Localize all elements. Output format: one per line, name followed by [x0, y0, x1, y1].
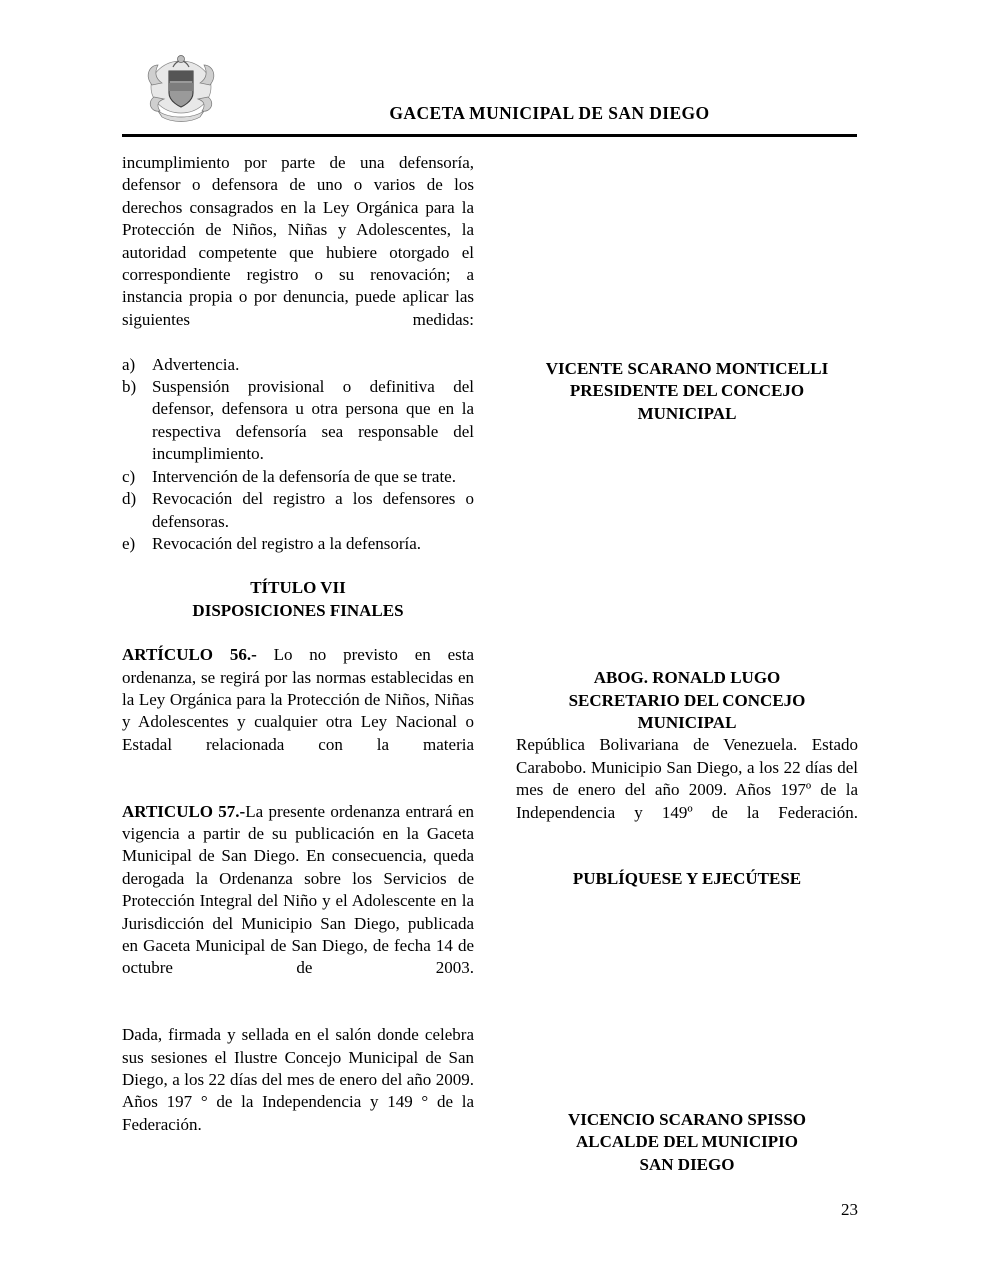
secretary-title-line2: MUNICIPAL — [637, 713, 737, 733]
list-marker: e) — [122, 533, 136, 553]
list-marker: a) — [122, 354, 136, 374]
list-item — [122, 466, 474, 488]
president-title-line2: MUNICIPAL — [637, 403, 737, 423]
list-marker: b) — [122, 377, 137, 397]
articulo-57-text: La presente ordenanza entrará en vigencia a partir de su publicación en la Gaceta Municipal de San Diego. En consecuencia, queda derogada la Ordenanza sobre los Servicios de Protección Integral del Niño y el Adolescente en la Jurisdicción del Municipio San Diego, publicada en Gaceta Municipal de San Diego, de fecha 14 de octubre de 2003. — [122, 801, 475, 978]
list-item — [122, 533, 474, 555]
list-item — [122, 376, 474, 466]
list-item — [122, 354, 474, 376]
right-top-spacer — [516, 152, 858, 358]
list-text: Advertencia. — [152, 354, 240, 374]
articulo-56-label: ARTÍCULO 56.- — [122, 645, 257, 665]
secretary-name: ABOG. RONALD LUGO — [593, 668, 781, 688]
right-column — [516, 152, 858, 1176]
signature-block-secretary — [516, 667, 858, 734]
list-marker: d) — [122, 489, 137, 509]
signature-block-mayor — [516, 1109, 858, 1176]
right-bottom-spacer — [516, 891, 858, 1109]
articulo-56-text: Lo no previsto en esta ordenanza, se regirá por las normas establecidas en la Ley Orgánica para la Protección de Niños, Niñas y Adolescentes y cualquier otra Ley Nacional o Estadal relacionada con la materia — [122, 645, 474, 754]
intro-paragraph: incumplimiento por parte de una defensoría, defensor o defensora de uno o varios de los derechos consagrados en la Ley Orgánica para la Protección de Niños, Niñas y Adolescentes, la autoridad competente que hubiere otorgado el correspondiente registro o su renovación; a instancia propia o por denuncia, puede aplicar las siguientes medidas: — [122, 153, 474, 329]
titulo-vii-heading — [122, 577, 474, 622]
list-text: Suspensión provisional o definitiva del defensor, defensora u otra persona que en la respectiva defensoría sea responsable del incumplimiento. — [152, 377, 474, 464]
gazette-title: GACETA MUNICIPAL DE SAN DIEGO — [389, 103, 710, 123]
secretary-title-line1: SECRETARIO DEL CONCEJO — [568, 690, 806, 710]
disposiciones-finales-line: DISPOSICIONES FINALES — [192, 600, 404, 620]
list-item — [122, 488, 474, 533]
articulo-57-label: ARTICULO 57.- — [122, 801, 246, 821]
titulo-vii-line: TÍTULO VII — [250, 578, 346, 598]
left-column — [122, 152, 474, 1159]
closing-paragraph: Dada, firmada y sellada en el salón donde celebra sus sesiones el Ilustre Concejo Municipal de San Diego, a los 22 días del mes de enero del año 2009. Años 197 ° de la Independencia y 149 ° de la Federación. — [122, 1025, 474, 1134]
articulo-57-paragraph — [122, 801, 474, 1003]
president-name: VICENTE SCARANO MONTICELLI — [545, 359, 829, 378]
coat-of-arms-icon — [140, 45, 222, 127]
list-text: Revocación del registro a los defensores o defensoras. — [152, 489, 474, 531]
mayor-title-line1: ALCALDE DEL MUNICIPIO — [576, 1132, 798, 1152]
right-mid-spacer — [516, 425, 858, 667]
republic-paragraph: República Bolivariana de Venezuela. Estado Carabobo. Municipio San Diego, a los 22 días del mes de enero del año 2009. Años 197º de la Independencia y 149º de la Federación. — [516, 735, 858, 822]
mayor-title-line2: SAN DIEGO — [639, 1154, 735, 1174]
president-title-line1: PRESIDENTE DEL CONCEJO — [569, 381, 805, 401]
signature-block-president — [516, 358, 858, 425]
mayor-name: VICENCIO SCARANO SPISSO — [567, 1109, 807, 1129]
header-divider — [122, 134, 857, 137]
measures-list — [122, 354, 474, 556]
page-number: 23 — [841, 1200, 858, 1219]
list-marker: c) — [122, 466, 136, 486]
list-text: Intervención de la defensoría de que se trate. — [152, 466, 456, 486]
articulo-56-paragraph — [122, 644, 474, 778]
publiquese-heading: PUBLÍQUESE Y EJECÚTESE — [572, 869, 802, 889]
page-header — [122, 45, 857, 137]
list-text: Revocación del registro a la defensoría. — [152, 533, 422, 553]
